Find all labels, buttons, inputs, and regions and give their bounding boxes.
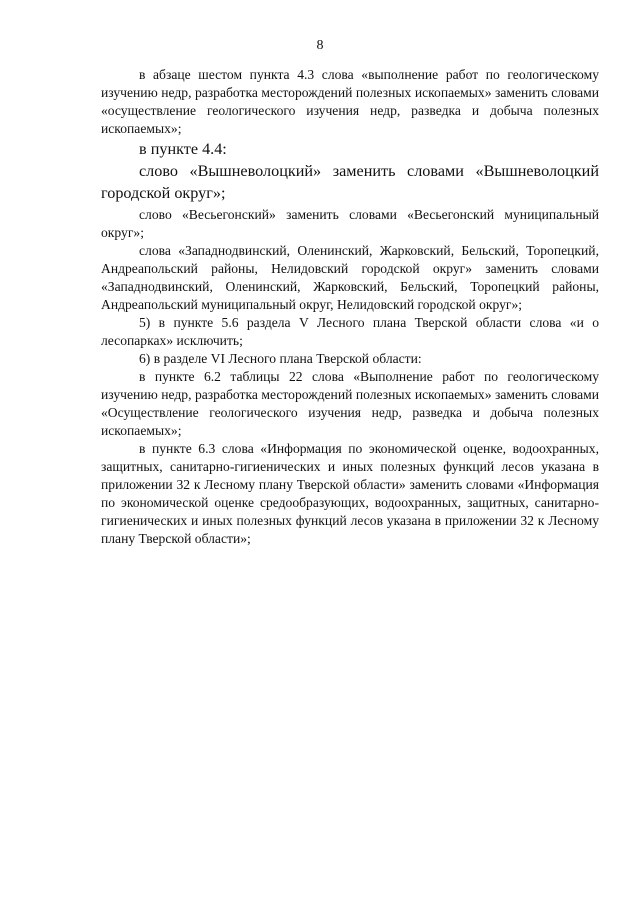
- paragraph-districts: слова «Западнодвинский, Оленинский, Жарковский, Бельский, Торопецкий, Андреапольский районы, Нелидовский городской округ» заменить словами «Западнодвинский, Оленинский, Жарковский, Бельский, Торопецкий районы, Андреапольский муниципальный округ, Нелидовский городской округ»;: [101, 243, 599, 312]
- document-body: [101, 66, 599, 548]
- paragraph-amend-4-3: в абзаце шестом пункта 4.3 слова «выполнение работ по геологическому изучению недр, разработка месторождений полезных ископаемых» заменить словами «осуществление геологического изучения недр, разведка и добыча полезных ископаемых»;: [101, 67, 599, 136]
- paragraph-item-6: 6) в разделе VI Лесного плана Тверской области:: [139, 351, 422, 366]
- paragraph-amend-6-3: в пункте 6.3 слова «Информация по экономической оценке, водоохранных, защитных, санитарно-гигиенических и иных полезных функций лесов указана в приложении 32 к Лесному плану Тверской области» заменить словами «Информация по экономической оценке средообразующих, водоохранных, защитных, санитарно-гигиенических и иных полезных функций лесов указана в приложении 32 к Лесному плану Тверской области»;: [101, 441, 599, 546]
- paragraph-item-4-4: в пункте 4.4:: [139, 140, 227, 158]
- paragraph-item-5: 5) в пункте 5.6 раздела V Лесного плана Тверской области слова «и о лесопарках» исключить;: [101, 315, 599, 348]
- paragraph-amend-6-2: в пункте 6.2 таблицы 22 слова «Выполнение работ по геологическому изучению недр, разработка месторождений полезных ископаемых» заменить словами «Осуществление геологического изучения недр, разведка и добыча полезных ископаемых»;: [101, 369, 599, 438]
- paragraph-vyshnevolotsky: слово «Вышневолоцкий» заменить словами «Вышневолоцкий городской округ»;: [101, 162, 599, 202]
- page-number: 8: [316, 38, 324, 53]
- paragraph-vesyegonsky: слово «Весьегонский» заменить словами «Весьегонский муниципальный округ»;: [101, 207, 599, 240]
